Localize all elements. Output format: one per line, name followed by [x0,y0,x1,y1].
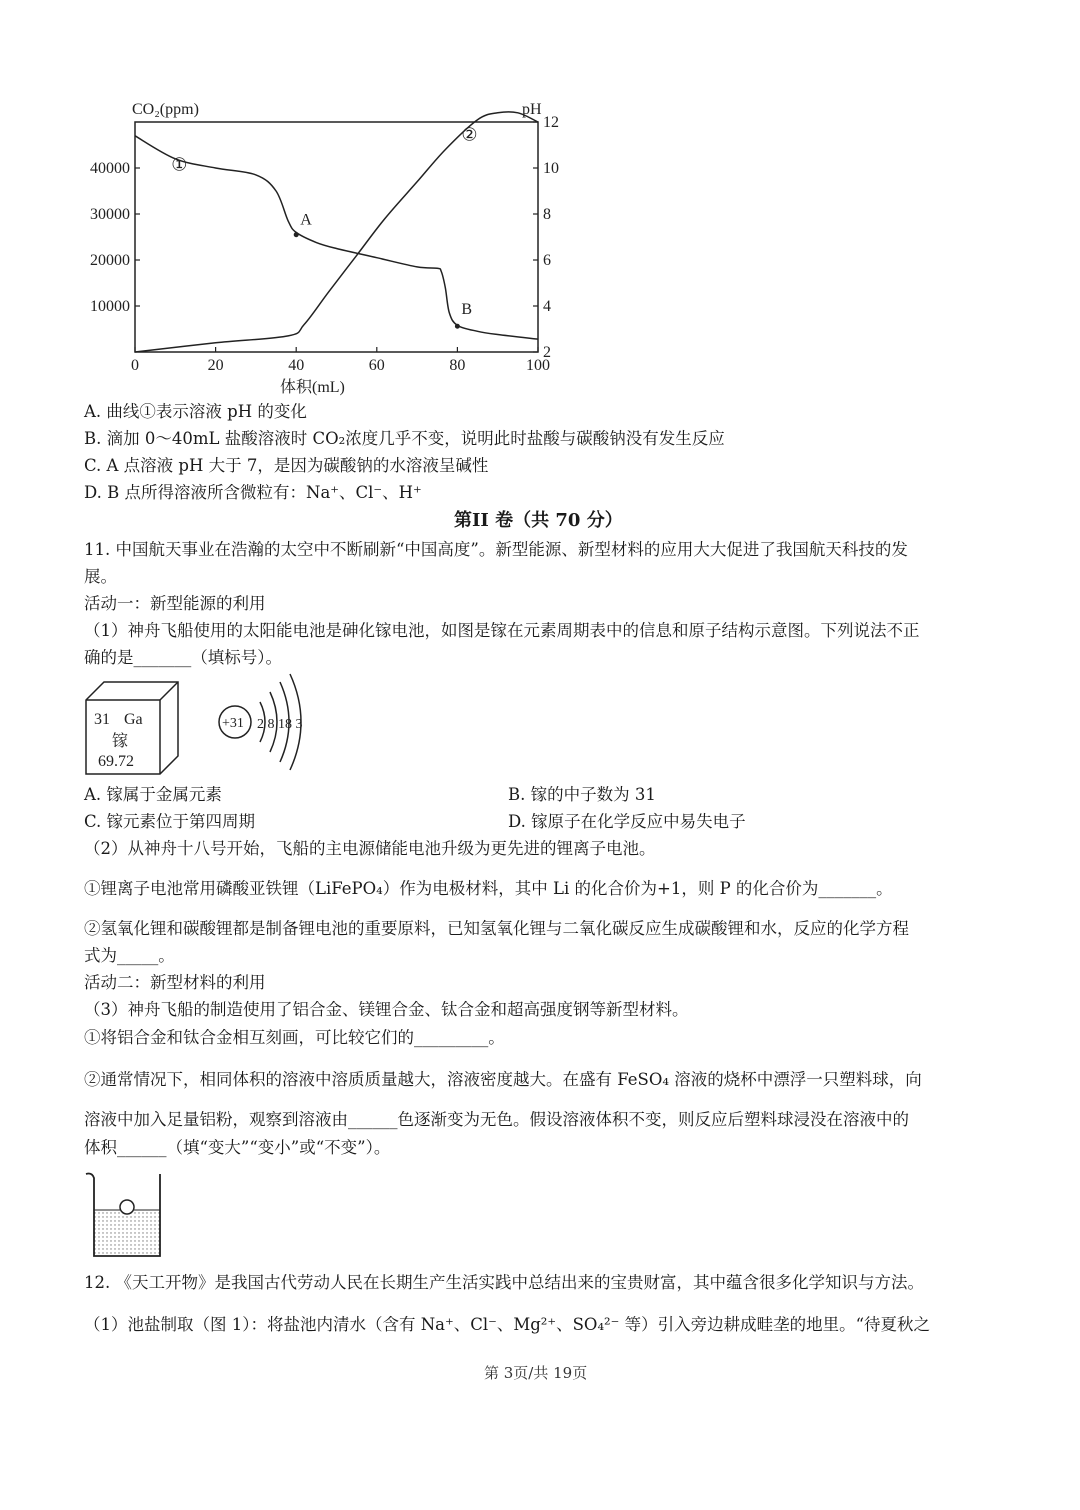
option-a: A. 曲线①表示溶液 pH 的变化 [84,402,307,421]
x-tick-label: 20 [207,357,224,374]
curve-1 [135,136,538,339]
y-left-tick-label: 30000 [90,206,130,223]
beaker-diagram [82,1168,166,1260]
point-b [455,324,460,329]
curve-2-label: ② [461,124,478,145]
y-right-tick-label: 6 [543,252,551,269]
element-symbol: Ga [124,711,143,728]
activity-2: 活动二：新型材料的利用 [84,973,266,992]
q11-p3: （3）神舟飞船的制造使用了铝合金、镁锂合金、钛合金和超高强度钢等新型材料。 [84,1000,689,1019]
curve-1-label: ① [171,154,188,175]
q12-stem: 12. 《天工开物》是我国古代劳动人民在长期生产生活实践中总结出来的宝贵财富，其中蕴含很多化学知识与方法。 [84,1273,924,1292]
section-title: 第II 卷（共 70 分） [454,510,623,531]
plot-frame [135,122,538,352]
option-b: B. 镓的中子数为 31 [508,785,656,804]
y-right-tick-label: 2 [543,344,551,361]
y-right-tick-label: 10 [543,160,559,177]
q11-p3-2a: ②通常情况下，相同体积的溶液中溶质质量越大，溶液密度越大。在盛有 FeSO₄ 溶液的烧杯中漂浮一只塑料球，向 [84,1070,922,1089]
q11-p3-2b: 溶液中加入足量铝粉，观察到溶液由______色逐渐变为无色。假设溶液体积不变，则反应后塑料球浸没在溶液中的 [84,1110,909,1129]
x-tick-label: 100 [526,357,550,374]
q11-stem-1: 11. 中国航天事业在浩瀚的太空中不断刷新“中国高度”。新型能源、新型材料的应用大大促进了我国航天科技的发 [84,540,908,559]
x-tick-label: 60 [368,357,385,374]
q11-p2-2b: 式为_____。 [84,946,175,965]
x-tick-label: 0 [131,357,139,374]
y-right-tick-label: 4 [543,298,551,315]
q12-p1: （1）池盐制取（图 1）：将盐池内清水（含有 Na⁺、Cl⁻、Mg²⁺、SO₄²⁻ 等）引入旁边耕成畦垄的地里。“待夏秋之 [84,1315,931,1334]
q11-p2-2a: ②氢氧化锂和碳酸锂都是制备锂电池的重要原料，已知氢氧化锂与二氧化碳反应生成碳酸锂和水，反应的化学方程 [84,919,909,938]
x-axis-label: 体积(mL) [280,379,345,396]
q11-p2-1: ①锂离子电池常用磷酸亚铁锂（LiFePO₄）作为电极材料，其中 Li 的化合价为+1，则 P 的化合价为_______。 [84,879,893,898]
y-left-tick-label: 10000 [90,298,130,315]
point-a [294,232,299,237]
gallium-atom-diagram [214,672,324,776]
x-tick-label: 40 [288,357,305,374]
electron-shells: 2 8 18 3 [257,717,303,732]
x-tick-label: 80 [449,357,466,374]
atomic-number: 31 [94,711,110,728]
y-right-tick-label: 8 [543,206,551,223]
option-a: A. 镓属于金属元素 [84,785,222,804]
y-right-tick-label: 12 [543,114,559,131]
gallium-element-card [84,680,184,776]
point-a-label: A [300,211,312,229]
q11-p3-2c: 体积______（填“变大”“变小”或“不变”）。 [84,1138,391,1157]
y-axis-left-label: CO₂(ppm) [132,101,199,118]
option-c: C. A 点溶液 pH 大于 7，是因为碳酸钠的水溶液呈碱性 [84,456,489,475]
page-footer: 第 3页/共 19页 [484,1364,588,1382]
y-left-tick-label: 20000 [90,252,130,269]
q11-p2: （2）从神舟十八号开始，飞船的主电源储能电池升级为更先进的锂离子电池。 [84,839,656,858]
q11-p1-line1: （1）神舟飞船使用的太阳能电池是砷化镓电池，如图是镓在元素周期表中的信息和原子结构示意图。下列说法不正 [84,621,920,640]
q11-p3-1: ①将铝合金和钛合金相互刻画，可比较它们的_________。 [84,1028,505,1047]
option-c: C. 镓元素位于第四周期 [84,812,256,831]
y-left-tick-label: 40000 [90,160,130,177]
q11-stem-2: 展。 [84,567,117,586]
q11-p1-line2: 确的是_______（填标号）。 [84,648,282,667]
curve-2 [135,112,538,352]
nucleus-charge: +31 [222,716,244,731]
atomic-mass: 69.72 [98,753,134,770]
option-d: D. 镓原子在化学反应中易失电子 [508,812,746,831]
y-axis-right-label: pH [522,101,542,118]
point-b-label: B [461,301,473,319]
option-d: D. B 点所得溶液所含微粒有：Na⁺、Cl⁻、H⁺ [84,483,422,502]
co2-ph-chart [70,90,590,400]
option-b: B. 滴加 0～40mL 盐酸溶液时 CO₂浓度几乎不变，说明此时盐酸与碳酸钠没有发生反应 [84,429,725,448]
activity-1: 活动一：新型能源的利用 [84,594,266,613]
element-name: 镓 [112,733,129,750]
